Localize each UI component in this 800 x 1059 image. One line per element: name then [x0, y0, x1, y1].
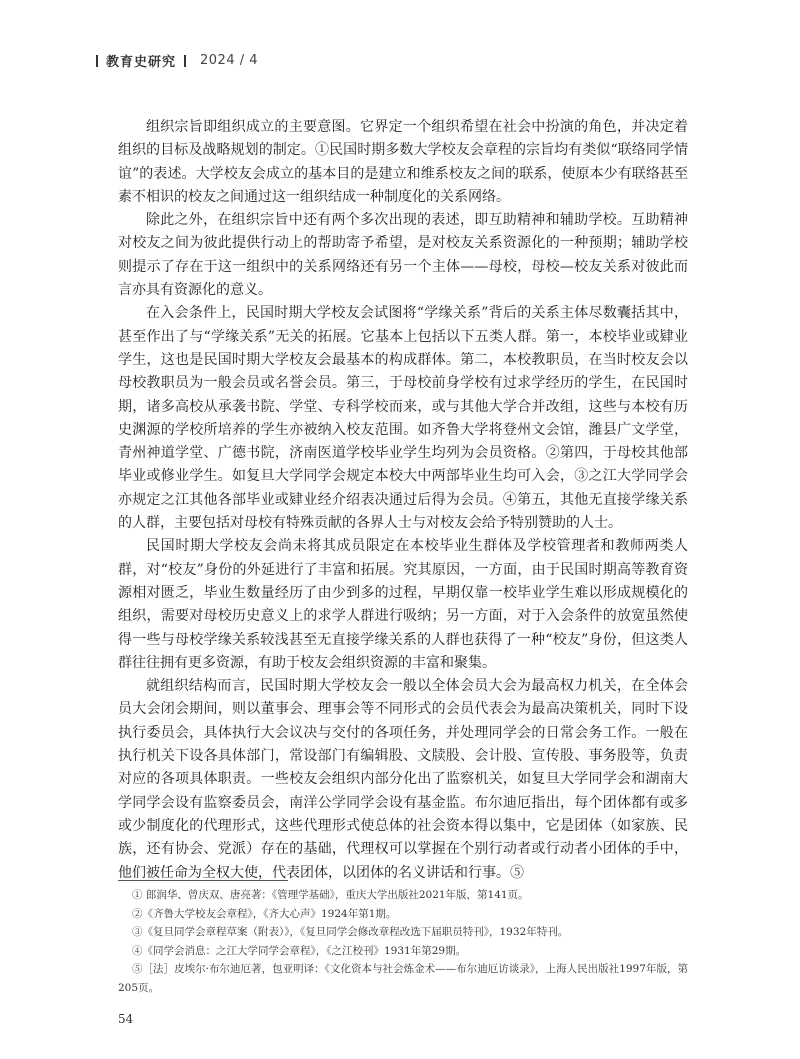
footnote-2: ②《齐鲁大学校友会章程》，《齐大心声》1924年第1期。: [132, 907, 397, 920]
paragraph-1: 组织宗旨即组织成立的主要意图。它界定一个组织希望在社会中扮演的角色，并决定着组织的目标及战略规划的制定。①民国时期多数大学校友会章程的宗旨均有类似“联络同学情谊”的表述。大学校友会成立的基本目的是建立和维系校友之间的联系，使原本少有联络甚至素不相识的校友之间通过这一组织结成一种制度化的关系网络。: [118, 119, 688, 205]
body-text: [118, 116, 688, 885]
journal-title: 教育史研究: [106, 55, 177, 70]
paragraph-5: 就组织结构而言，民国时期大学校友会一般以全体会员大会为最高权力机关，在全体会员大会闭会期间，则以董事会、理事会等不同形式的会员代表会为最高决策机关，同时下设执行委员会，具体执行大会议决与交付的各项任务，并处理同学会的日常会务工作。一般在执行机关下设各具体部门，常设部门有编辑股、文牍股、会计股、宣传股、事务股等，负责对应的各项具体职责。一些校友会组织内部分化出了监察机关，如复旦大学同学会和湖南大学同学会设有监察委员会，南洋公学同学会设有基金监。布尔迪厄指出，每个团体都有或多或少制度化的代理形式，这些代理形式使总体的社会资本得以集中，它是团体（如家族、民族，还有协会、党派）存在的基础，代理权可以掌握在个别行动者或行动者小团体的手中，他们被任命为全权大使，代表团体，以团体的名义讲话和行事。⑤: [118, 678, 688, 881]
footnotes: [118, 886, 688, 998]
footnote-3: ③《复旦同学会章程草案（附表）》，《复旦同学会修改章程改选下届职员特刊》，1932年特刊。: [132, 926, 569, 939]
paragraph-4: 民国时期大学校友会尚未将其成员限定在本校毕业生群体及学校管理者和教师两类人群，对“校友”身份的外延进行了丰富和拓展。究其原因，一方面，由于民国时期高等教育资源相对匮乏，毕业生数量经历了由少到多的过程，早期仅靠一校毕业学生难以形成规模化的组织，需要对母校历史意义上的求学人群进行吸纳；另一方面，对于入会条件的放宽虽然使得一些与母校学缘关系较浅甚至无直接学缘关系的人群也获得了一种“校友”身份，但这类人群往往拥有更多资源，有助于校友会组织资源的丰富和聚集。: [118, 538, 688, 671]
journal-issue: 2024 / 4: [200, 53, 259, 68]
page-number: 54: [118, 1012, 134, 1026]
footnote-1: ① 郎润华、曾庆双、唐亮著：《管理学基础》，重庆大学出版社2021年版，第141页。: [132, 889, 529, 901]
paragraph-2: 除此之外，在组织宗旨中还有两个多次出现的表述，即互助精神和辅助学校。互助精神对校友之间为彼此提供行动上的帮助寄予希望，是对校友关系资源化的一种预期；辅助学校则提示了存在于这一组织中的关系网络还有另一个主体——母校，母校—校友关系对彼此而言亦具有资源化的意义。: [118, 212, 688, 299]
footnote-4: ④《同学会消息：之江大学同学会章程》，《之江校刊》1931年第29期。: [132, 944, 467, 957]
header-bar-left: [96, 55, 98, 67]
footnote-5: ⑤［法］皮埃尔·布尔迪厄著，包亚明译：《文化资本与社会炼金术——布尔迪厄访谈录》，上海人民出版社1997年版，第205页。: [118, 963, 688, 994]
header-bar-right: [184, 55, 186, 67]
running-header: [96, 51, 258, 70]
paragraph-3: 在入会条件上，民国时期大学校友会试图将“学缘关系”背后的关系主体尽数囊括其中，甚至作出了与“学缘关系”无关的拓展。它基本上包括以下五类人群。第一，本校毕业或肄业学生，这也是民国时期大学校友会最基本的构成群体。第二，本校教职员，在当时校友会以母校教职员为一般会员或名誉会员。第三，于母校前身学校有过求学经历的学生，在民国时期，诸多高校从承袭书院、学堂、专科学校而来，或与其他大学合并改组，这些与本校有历史渊源的学校所培养的学生亦被纳入校友范围。如齐鲁大学将登州文会馆，潍县广文学堂，青州神道学堂、广德书院，济南医道学校毕业学生均列为会员资格。②第四，于母校其他部毕业或修业学生。如复旦大学同学会规定本校大中两部毕业生均可入会，③之江大学同学会亦规定之江其他各部毕业或肄业经介绍表决通过后得为会员。④第五，其他无直接学缘关系的人群，主要包括对母校有特殊贡献的各界人士与对校友会给予特别赞助的人士。: [118, 305, 688, 532]
footnote-divider: [118, 880, 288, 881]
